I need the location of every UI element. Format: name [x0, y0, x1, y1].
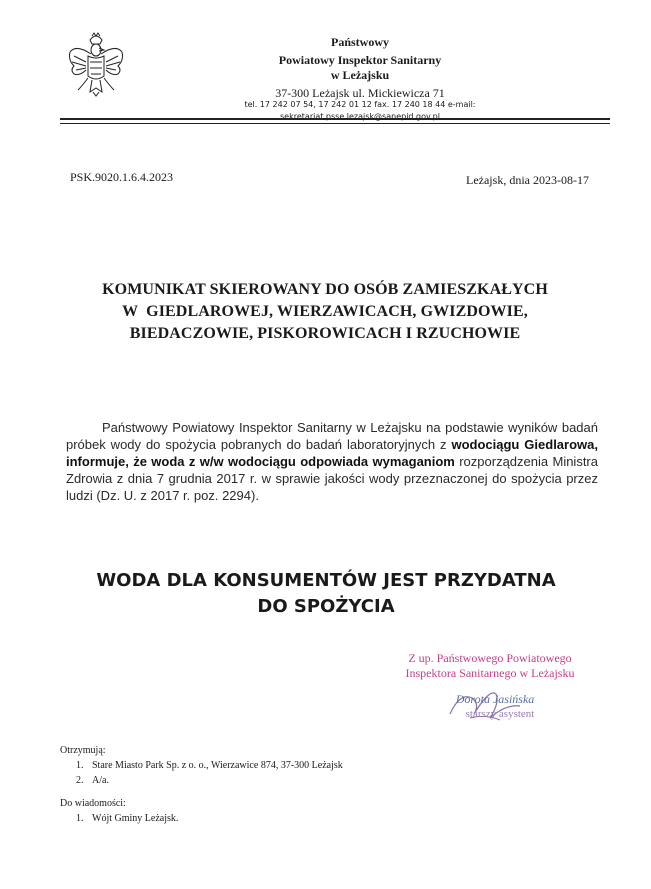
cc-section — [60, 796, 460, 826]
institution-name-line3: w Leżajsku — [330, 68, 390, 82]
body-paragraph — [66, 419, 598, 504]
title-line3: BIEDACZOWIE, PISKOROWICACH I RZUCHOWIE — [129, 325, 521, 342]
institution-contact: tel. 17 242 07 54, 17 242 01 12 fax. 17 240 18 44 e-mail: — [244, 100, 476, 109]
body-part1: Państwowy Powiatowy Inspektor Sanitarny w Leżajsku na podstawie wyników badań próbek wody do spożycia pobranych do badań laboratoryjnych z — [66, 420, 598, 452]
cc-label: Do wiadomości: — [60, 798, 126, 809]
document-reference: PSK.9020.1.6.4.2023 — [70, 170, 174, 184]
body-part2: rozporządzenia Ministra Zdrowia z dnia 7 grudnia 2017 r. w sprawie jakości wody przeznaczonej do spożycia przez ludzi (Dz. U. z 2017 r. poz. 2294). — [66, 454, 598, 503]
signatory-role: starszy asystent — [465, 708, 535, 720]
cc-item: 1. Wójt Gminy Leżajsk. — [76, 813, 179, 824]
institution-address: 37-300 Leżajsk ul. Mickiewicza 71 — [275, 86, 445, 100]
stamp-line1: Z up. Państwowego Powiatowego — [408, 651, 572, 665]
title-line2: W GIEDLAROWEJ, WIERZAWICACH, GWIZDOWIE, — [122, 303, 528, 320]
announcement — [60, 568, 592, 620]
header-divider-thin — [60, 123, 610, 124]
document-date: Leżajsk, dnia 2023-08-17 — [466, 173, 589, 187]
cc-list — [60, 811, 460, 826]
document-title — [60, 279, 590, 345]
institution-name-line2: Powiatowy Inspektor Sanitarny — [278, 53, 442, 67]
stamp-line2: Inspektora Sanitarnego w Leżajsku — [405, 666, 575, 680]
recipient-item: 1. Stare Miasto Park Sp. z o. o., Wierzawice 874, 37-300 Leżajsk — [76, 760, 343, 771]
recipients-label: Otrzymują: — [60, 745, 106, 756]
title-line1: KOMUNIKAT SKIEROWANY DO OSÓB ZAMIESZKAŁYCH — [102, 281, 548, 298]
institution-email: sekretariat.psse.lezajsk@sanepid.gov.pl — [280, 112, 440, 121]
signatory-name: Dorota Jasińska — [455, 692, 535, 706]
announcement-line2: DO SPOŻYCIA — [257, 596, 395, 617]
authorization-stamp — [390, 651, 590, 681]
announcement-line1: WODA DLA KONSUMENTÓW JEST PRZYDATNA — [96, 570, 556, 591]
body-bold: wodociągu Giedlarowa, informuje, że woda z w/w wodociągu odpowiada wymaganiom — [66, 437, 598, 469]
recipient-item: 2. A/a. — [76, 775, 109, 786]
recipients-list — [60, 758, 460, 788]
header-divider-thick — [60, 118, 610, 120]
recipients-section — [60, 743, 460, 788]
institution-name-line1: Państwowy — [330, 35, 389, 49]
eagle-emblem-icon — [66, 30, 126, 98]
